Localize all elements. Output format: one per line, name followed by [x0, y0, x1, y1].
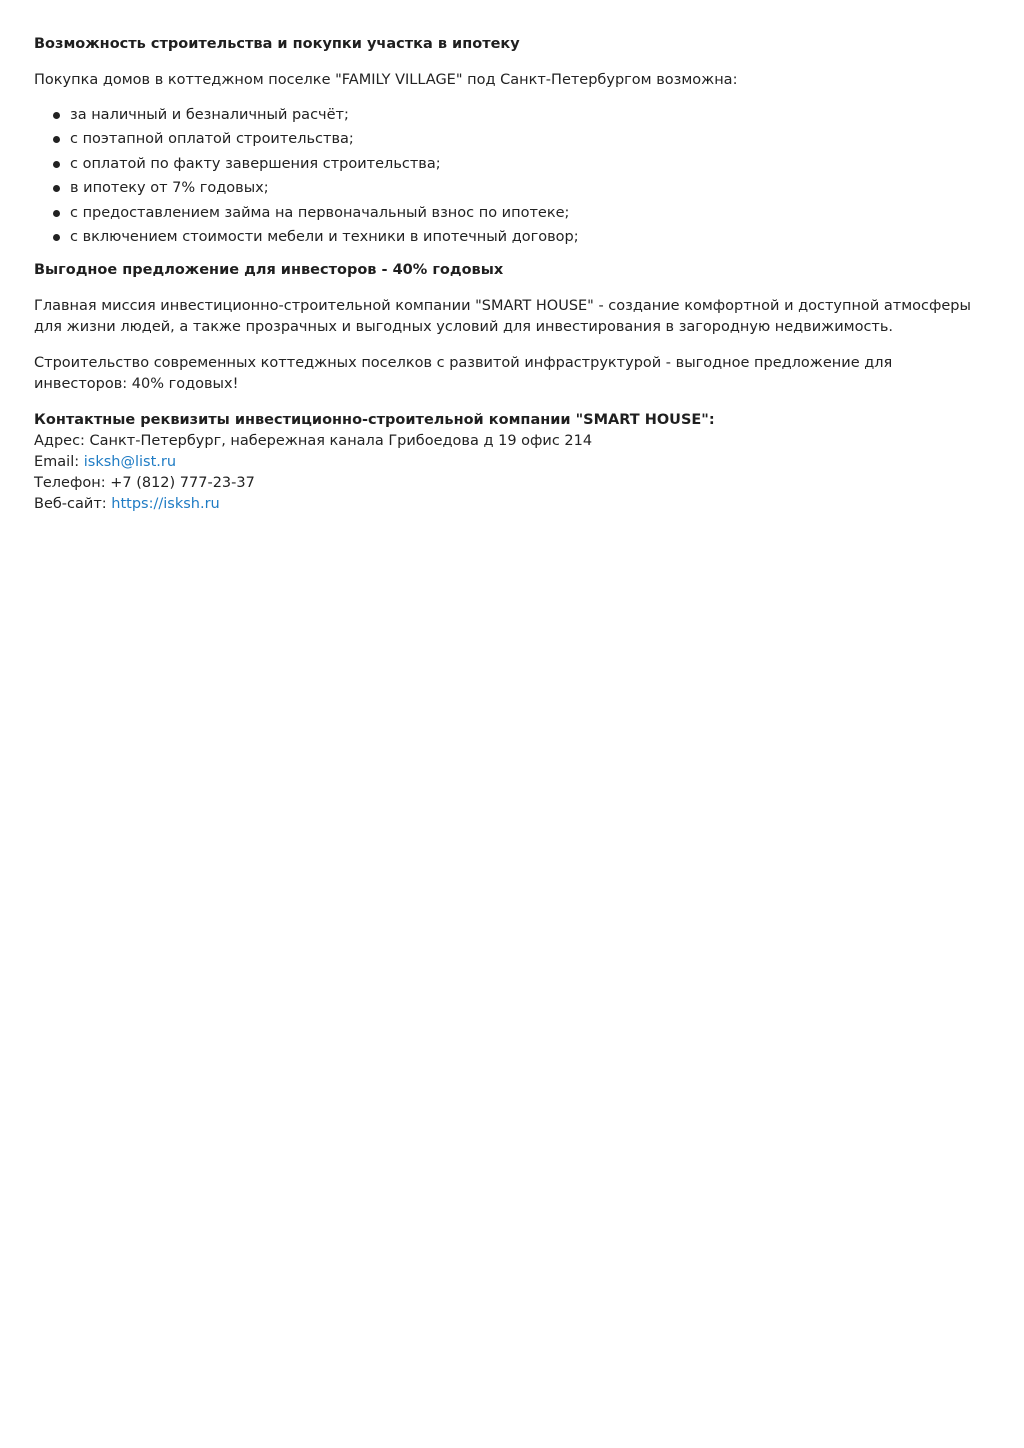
contacts-heading: Контактные реквизиты инвестиционно-строительной компании "SMART HOUSE": — [34, 412, 715, 429]
phone-line — [34, 473, 990, 494]
list-item — [34, 127, 990, 151]
bullet-icon — [53, 234, 60, 241]
email-line — [34, 452, 990, 473]
list-item — [34, 225, 990, 249]
website-line — [34, 494, 990, 515]
bullet-icon — [53, 136, 60, 143]
list-item — [34, 176, 990, 200]
list-item-text: с поэтапной оплатой строительства; — [70, 131, 354, 148]
bullet-icon — [53, 161, 60, 168]
purchase-intro: Покупка домов в коттеджном поселке "FAMILY VILLAGE" под Санкт-Петербургом возможна: — [34, 72, 738, 88]
bullet-icon — [53, 112, 60, 119]
list-item-text: в ипотеку от 7% годовых; — [70, 180, 269, 197]
list-item-text: за наличный и безналичный расчёт; — [70, 107, 349, 123]
address-line — [34, 431, 990, 452]
contacts-block — [34, 431, 990, 515]
bullet-icon — [53, 210, 60, 217]
investors-heading: Выгодное предложение для инвесторов - 40% годовых — [34, 262, 504, 279]
list-item — [34, 103, 990, 127]
bullet-icon — [53, 185, 60, 192]
list-item-text: с включением стоимости мебели и техники в ипотечный договор; — [70, 228, 579, 245]
email-label: Email: — [34, 454, 80, 471]
list-item-text: с предоставлением займа на первоначальный взнос по ипотеке; — [70, 204, 570, 221]
list-item — [34, 201, 990, 225]
purchase-options-list — [34, 103, 990, 249]
address-label: Адрес: — [34, 433, 85, 450]
website-link[interactable]: https://isksh.ru — [111, 496, 220, 513]
offer-paragraph: Строительство современных коттеджных поселков с развитой инфраструктурой - выгодное предложение для инвесторов: 40% годовых! — [34, 355, 893, 393]
mission-paragraph: Главная миссия инвестиционно-строительной компании "SMART HOUSE" - создание комфортной и доступной атмосферы для жизни людей, а также прозрачных и выгодных условий для инвестирования в загородную недвижимость. — [34, 298, 971, 336]
address-value: Санкт-Петербург, набережная канала Грибоедова д 19 офис 214 — [89, 433, 593, 450]
list-item — [34, 152, 990, 176]
phone-value: +7 (812) 777-23-37 — [110, 475, 255, 492]
list-item-text: с оплатой по факту завершения строительства; — [70, 155, 441, 172]
email-link[interactable]: isksh@list.ru — [83, 454, 177, 471]
website-label: Веб-сайт: — [34, 496, 107, 513]
mortgage-heading: Возможность строительства и покупки участка в ипотеку — [34, 36, 520, 52]
phone-label: Телефон: — [34, 475, 106, 492]
